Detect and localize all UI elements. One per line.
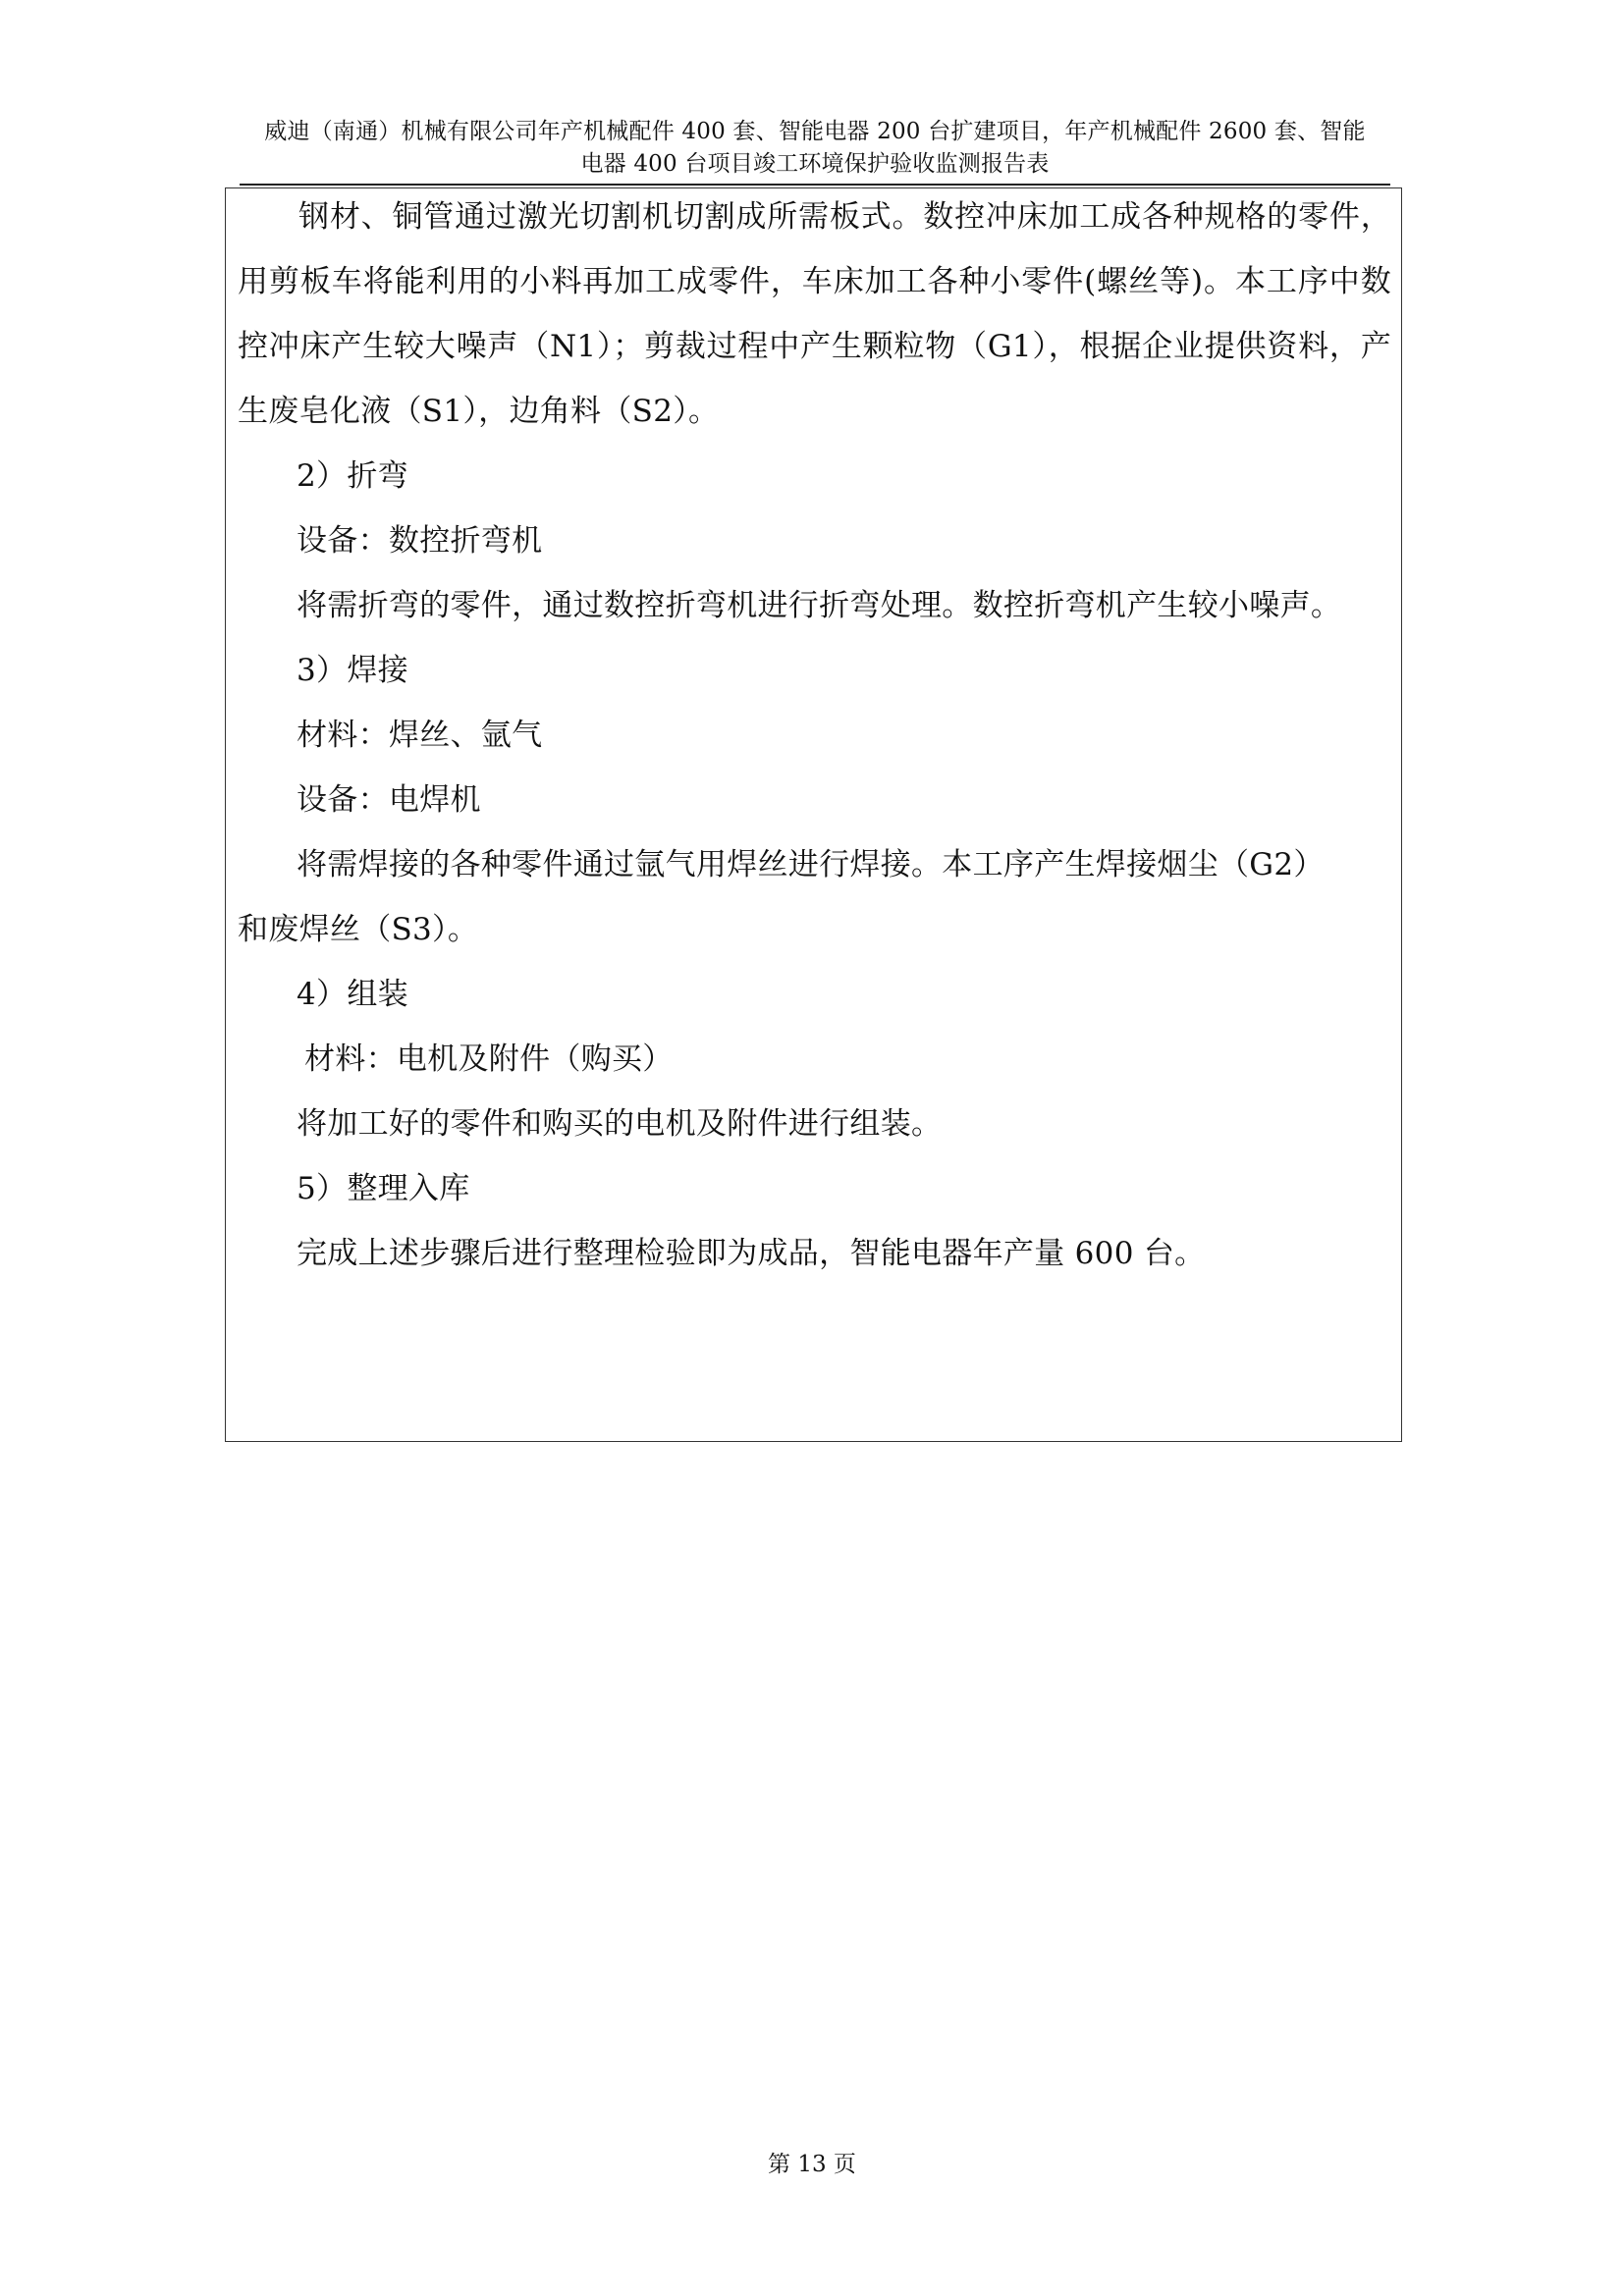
step5-title: 5）整理入库 xyxy=(297,1171,470,1206)
step3-equipment: 设备：电焊机 xyxy=(297,782,481,818)
content-table-cell xyxy=(225,187,1402,1442)
step4-title: 4）组装 xyxy=(297,977,408,1012)
step2-title: 2）折弯 xyxy=(297,458,408,494)
document-header xyxy=(236,116,1394,181)
step2-description: 将需折弯的零件，通过数控折弯机进行折弯处理。数控折弯机产生较小噪声。 xyxy=(297,588,1342,623)
header-title-line-1: 威迪（南通）机械有限公司年产机械配件 400 套、智能电器 200 台扩建项目，年产机械配件 2600 套、智能 xyxy=(264,119,1366,144)
header-title-line-2: 电器 400 台项目竣工环境保护验收监测报告表 xyxy=(580,151,1050,177)
step2-equipment: 设备：数控折弯机 xyxy=(297,523,543,559)
intro-paragraph: 钢材、铜管通过激光切割机切割成所需板式。数控冲床加工成各种规格的零件，用剪板车将能利用的小料再加工成零件，车床加工各种小零件(螺丝等)。本工序中数控冲床产生较大噪声（N1）；剪裁过程中产生颗粒物（G1），根据企业提供资料，产生废皂化液（S1），边角料（S2）。 xyxy=(238,199,1391,429)
step5-description: 完成上述步骤后进行整理检验即为成品，智能电器年产量 600 台。 xyxy=(297,1236,1206,1271)
step3-description-line-1: 将需焊接的各种零件通过氩气用焊丝进行焊接。本工序产生焊接烟尘（G2） xyxy=(297,847,1325,882)
step3-material: 材料：焊丝、氩气 xyxy=(297,718,543,753)
step4-material: 材料：电机及附件（购买） xyxy=(304,1041,674,1077)
step3-description-line-2: 和废焊丝（S3）。 xyxy=(238,912,479,947)
page-number: 第 13 页 xyxy=(768,2152,856,2177)
step4-description: 将加工好的零件和购买的电机及附件进行组装。 xyxy=(297,1106,943,1142)
step3-title: 3）焊接 xyxy=(297,653,408,688)
